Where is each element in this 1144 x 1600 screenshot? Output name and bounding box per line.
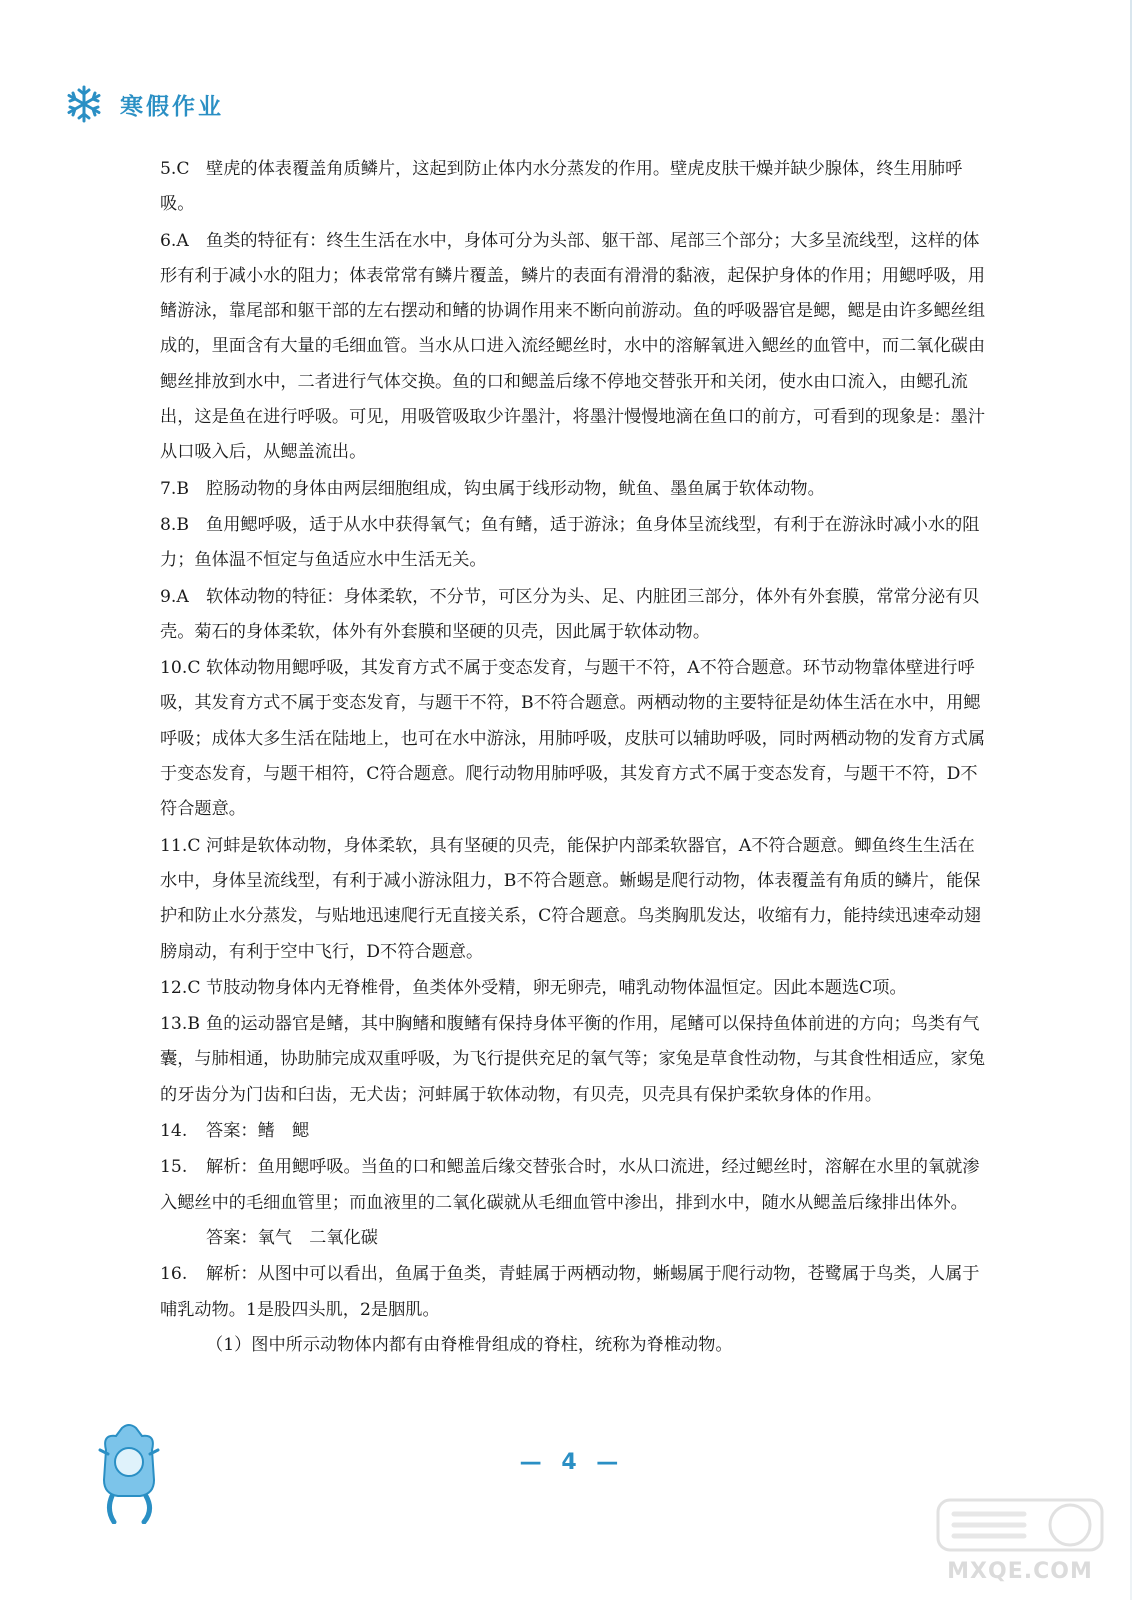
answer-number: 13.B	[160, 1014, 200, 1035]
answer-text	[160, 1007, 990, 1113]
answer-subline	[172, 1221, 990, 1256]
answer-item	[160, 829, 990, 970]
answer-number: 16.	[160, 1264, 188, 1285]
answer-number: 10.C	[160, 658, 201, 679]
answer-content: 鱼用鳃呼吸，适于从水中获得氧气；鱼有鳍，适于游泳；鱼身体呈流线型，有利于在游泳时减小水的阻力；鱼体温不恒定与鱼适应水中生活无关。	[160, 514, 980, 571]
page-edge	[1130, 0, 1132, 1600]
answer-content: 壁虎的体表覆盖角质鳞片，这起到防止体内水分蒸发的作用。壁虎皮肤干燥并缺少腺体，终生用肺呼吸。	[160, 159, 963, 215]
answer-content: 节肢动物身体内无脊椎骨，鱼类体外受精，卵无卵壳，哺乳动物体温恒定。因此本题选C项。	[206, 977, 907, 998]
answer-number: 6.A	[160, 230, 189, 251]
answer-content: 答案：鳍 鳃	[206, 1121, 310, 1142]
answer-text	[160, 224, 990, 471]
answer-text	[160, 1150, 990, 1221]
answer-number: 11.C	[160, 835, 201, 856]
answer-item	[160, 152, 990, 223]
answer-list	[160, 152, 990, 1364]
answer-number: 15.	[160, 1157, 188, 1178]
answer-number: 12.C	[160, 977, 201, 998]
answer-item	[160, 224, 990, 471]
answer-content: 鱼类的特征有：终生生活在水中，身体可分为头部、躯干部、尾部三个部分；大多呈流线型，这样的体形有利于减小水的阻力；体表常常有鳞片覆盖，鳞片的表面有滑滑的黏液，起保护身体的作用；用鳃呼吸，用鳍游泳，靠尾部和躯干部的左右摆动和鳍的协调作用来不断向前游动。鱼的呼吸器官是鳃，鳃是由许多鳃丝组成的，里面含有大量的毛细血管。当水从口进入流经鳃丝时，水中的溶解氧进入鳃丝的血管中，而二氧化碳由鳃丝排放到水中，二者进行气体交换。鱼的口和鳃盖后缘不停地交替张开和关闭，使水由口流入，由鳃孔流出，这是鱼在进行呼吸。可见，用吸管吸取少许墨汁，将墨汁慢慢地滴在鱼口的前方，可看到的现象是：墨汁从口吸入后，从鳃盖流出。	[160, 230, 986, 463]
snowflake-icon	[64, 84, 104, 124]
answer-item	[160, 651, 990, 827]
answer-text	[160, 580, 990, 651]
answer-item	[160, 1114, 990, 1149]
page-number: — 4 —	[519, 1450, 625, 1475]
answer-text	[160, 1114, 990, 1149]
answer-content: 解析：从图中可以看出，鱼属于鱼类，青蛙属于两栖动物，蜥蜴属于爬行动物，苍鹭属于鸟类，人属于哺乳动物。1是股四头肌，2是胭肌。	[160, 1264, 980, 1320]
answer-content: 答案：氧气 二氧化碳	[206, 1227, 378, 1248]
watermark-text: MXQE.COM	[947, 1559, 1093, 1584]
answer-number: 5.C	[160, 159, 190, 179]
answer-text	[160, 508, 990, 579]
answer-item	[160, 1007, 990, 1113]
answer-content: 鱼的运动器官是鳍，其中胸鳍和腹鳍有保持身体平衡的作用，尾鳍可以保持鱼体前进的方向；鸟类有气囊，与肺相通，协助肺完成双重呼吸，为飞行提供充足的氧气等；家兔是草食性动物，与其食性相适应，家兔的牙齿分为门齿和臼齿，无犬齿；河蚌属于软体动物，有贝壳，贝壳具有保护柔软身体的作用。	[160, 1014, 986, 1105]
answer-item	[160, 1150, 990, 1256]
answer-content: （1）图中所示动物体内都有由脊椎骨组成的脊柱，统称为脊椎动物。	[206, 1334, 733, 1355]
watermark-logo	[920, 1494, 1120, 1586]
answer-text	[160, 152, 990, 223]
watermark-graphic	[920, 1494, 1120, 1556]
answer-item	[160, 580, 990, 651]
answer-text	[160, 651, 990, 827]
page-header	[64, 84, 224, 124]
answer-content: 软体动物的特征：身体柔软，不分节，可区分为头、足、内脏团三部分，体外有外套膜，常常分泌有贝壳。菊石的身体柔软，体外有外套膜和坚硬的贝壳，因此属于软体动物。	[160, 586, 980, 642]
answer-content: 软体动物用鳃呼吸，其发育方式不属于变态发育，与题干不符，A不符合题意。环节动物靠体壁进行呼吸，其发育方式不属于变态发育，与题干不符，B不符合题意。两栖动物的主要特征是幼体生活在水中，用鳃呼吸；成体大多生活在陆地上，也可在水中游泳，用肺呼吸，皮肤可以辅助呼吸，同时两栖动物的发育方式属于变态发育，与题干相符，C符合题意。爬行动物用肺呼吸，其发育方式不属于变态发育，与题干不符，D不符合题意。	[160, 658, 986, 820]
answer-text	[160, 829, 990, 970]
answer-subline	[172, 1328, 990, 1363]
answer-content: 河蚌是软体动物，身体柔软，具有坚硬的贝壳，能保护内部柔软器官，A不符合题意。鲫鱼终生生活在水中，身体呈流线型，有利于减小游泳阻力，B不符合题意。蜥蜴是爬行动物，体表覆盖有角质的鳞片，能保护和防止水分蒸发，与贴地迅速爬行无直接关系，C符合题意。鸟类胸肌发达，收缩有力，能持续迅速牵动翅膀扇动，有利于空中飞行，D不符合题意。	[160, 835, 981, 962]
answer-number: 9.A	[160, 586, 189, 607]
answer-text	[160, 472, 990, 507]
answer-content: 腔肠动物的身体由两层细胞组成，钩虫属于线形动物，鱿鱼、墨鱼属于软体动物。	[206, 478, 825, 499]
answer-number: 8.B	[160, 514, 190, 535]
answer-number: 7.B	[160, 478, 190, 499]
answer-number: 14.	[160, 1121, 188, 1142]
answer-content: 解析：鱼用鳃呼吸。当鱼的口和鳃盖后缘交替张合时，水从口流进，经过鳃丝时，溶解在水里的氧就渗入鳃丝中的毛细血管里；而血液里的二氧化碳就从毛细血管中渗出，排到水中，随水从鳃盖后缘排出体外。	[160, 1157, 980, 1213]
answer-text	[160, 1257, 990, 1328]
answer-item	[160, 508, 990, 579]
answer-item	[160, 1257, 990, 1363]
answer-item	[160, 472, 990, 507]
page-title: 寒假作业	[120, 93, 224, 120]
answer-item	[160, 971, 990, 1006]
answer-text	[160, 971, 990, 1006]
